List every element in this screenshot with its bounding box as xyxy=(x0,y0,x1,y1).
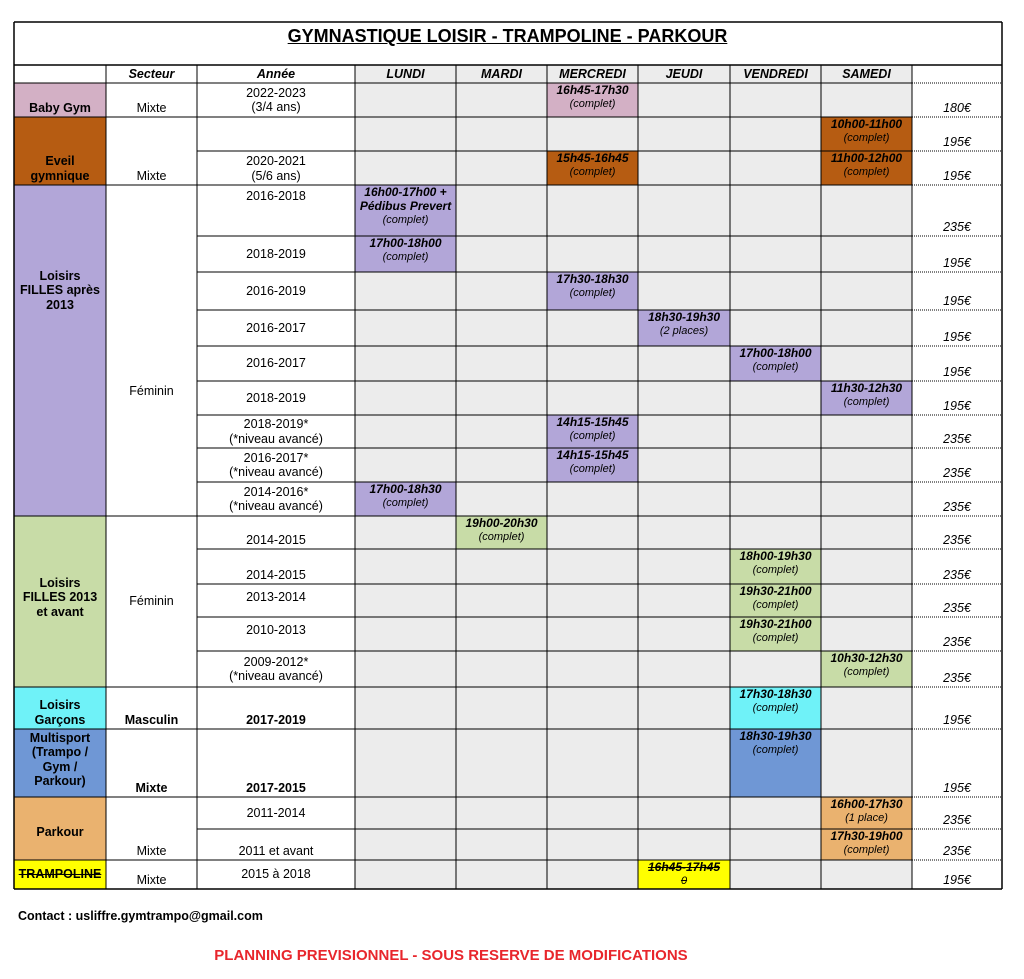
schedule-slot xyxy=(730,549,821,584)
annee-value xyxy=(197,415,355,448)
annee-line: (*niveau avancé) xyxy=(229,465,323,479)
annee-line: 2016-2017* xyxy=(243,450,309,465)
annee-line: 2017-2015 xyxy=(246,780,306,795)
annee-line: (3/4 ans) xyxy=(251,100,301,114)
annee-value xyxy=(197,584,355,617)
slot-note: (complet) xyxy=(569,286,616,299)
price-value: 195€ xyxy=(943,872,971,887)
header-day-mercredi: MERCREDI xyxy=(559,66,626,81)
schedule-slot xyxy=(821,797,912,829)
slot-note: (complet) xyxy=(752,701,799,714)
price-value: 235€ xyxy=(943,499,971,514)
slot-time: 18h00-19h30 xyxy=(739,549,812,563)
annee-line: 2011 et avant xyxy=(238,843,314,858)
annee-line: 2016-2017 xyxy=(246,356,306,371)
price-value: 195€ xyxy=(943,364,971,379)
schedule-slot xyxy=(547,83,638,117)
secteur-value: Mixte xyxy=(136,100,167,115)
price-value: 195€ xyxy=(943,398,971,413)
category-label: Eveil gymnique xyxy=(30,154,90,183)
schedule-slot xyxy=(547,272,638,310)
annee-line: (5/6 ans) xyxy=(251,168,301,183)
schedule-slot xyxy=(638,860,730,889)
annee-value xyxy=(197,117,355,151)
slot-note: 0 xyxy=(680,874,688,887)
slot-note: (complet) xyxy=(752,360,799,373)
category-label: Baby Gym xyxy=(29,100,91,115)
annee-line: (*niveau avancé) xyxy=(229,499,323,513)
secteur-value: Masculin xyxy=(124,712,179,727)
header-day-samedi: SAMEDI xyxy=(842,66,891,81)
annee-value xyxy=(197,482,355,516)
annee-line: (*niveau avancé) xyxy=(229,431,323,446)
contact-line: Contact : usliffre.gymtrampo@gmail.com xyxy=(18,909,263,923)
annee-line: 2022-2023 xyxy=(246,85,306,100)
schedule-slot xyxy=(730,729,821,797)
annee-value xyxy=(197,516,355,549)
annee-line: 2009-2012* xyxy=(243,654,309,669)
annee-value xyxy=(197,860,355,889)
price-value: 235€ xyxy=(943,219,971,234)
annee-line: 2014-2015 xyxy=(246,567,306,582)
annee-value xyxy=(197,236,355,272)
slot-time: 17h00-18h30 xyxy=(369,482,442,496)
annee-value xyxy=(197,797,355,829)
annee-value xyxy=(197,272,355,310)
slot-note: (complet) xyxy=(843,843,890,856)
slot-note: (complet) xyxy=(752,563,799,576)
price-value: 235€ xyxy=(943,567,971,582)
annee-line: 2016-2017 xyxy=(246,320,306,335)
slot-note: (complet) xyxy=(752,598,799,611)
header-day-jeudi: JEUDI xyxy=(665,66,703,81)
disclaimer: PLANNING PREVISIONNEL - SOUS RESERVE DE MODIFICATIONS xyxy=(214,947,688,964)
annee-line: 2014-2015 xyxy=(246,532,306,547)
slot-note: (1 place) xyxy=(845,811,888,824)
annee-line: 2013-2014 xyxy=(246,590,306,604)
annee-value xyxy=(197,346,355,381)
secteur-value: Mixte xyxy=(136,168,167,183)
secteur-value: Féminin xyxy=(129,384,174,398)
category-label: TRAMPOLINE xyxy=(18,867,102,882)
secteur-value: Mixte xyxy=(135,780,168,795)
price-value: 195€ xyxy=(943,329,971,344)
annee-line: 2017-2019 xyxy=(246,712,306,727)
price-value: 235€ xyxy=(943,600,971,615)
category-label: Loisirs FILLES après 2013 xyxy=(20,269,100,312)
annee-value xyxy=(197,549,355,584)
schedule-slot xyxy=(821,829,912,860)
slot-time: 16h45-17h30 xyxy=(556,83,629,97)
slot-note: (complet) xyxy=(569,462,616,475)
price-value: 195€ xyxy=(943,780,971,795)
price-value: 195€ xyxy=(943,134,971,149)
price-value: 195€ xyxy=(943,712,971,727)
price-value: 235€ xyxy=(943,532,971,547)
schedule-slot xyxy=(730,584,821,617)
category-label: Multisport (Trampo / Gym / Parkour) xyxy=(29,731,91,789)
schedule-slot xyxy=(821,651,912,687)
annee-line: 2010-2013 xyxy=(246,623,306,637)
secteur-value: Féminin xyxy=(129,594,174,608)
schedule-slot xyxy=(547,151,638,185)
slot-time: 19h00-20h30 xyxy=(465,516,538,530)
price-value: 235€ xyxy=(943,431,971,446)
schedule-slot xyxy=(355,482,456,516)
header-day-lundi: LUNDI xyxy=(386,66,425,81)
slot-note: (complet) xyxy=(478,530,525,543)
slot-note: (complet) xyxy=(382,213,429,226)
schedule-slot xyxy=(730,617,821,651)
category-label: Loisirs Garçons xyxy=(34,698,86,727)
slot-note: (complet) xyxy=(752,743,799,756)
slot-note: (complet) xyxy=(752,631,799,644)
category-label: Loisirs FILLES 2013 et avant xyxy=(22,576,98,619)
annee-value xyxy=(197,310,355,346)
schedule-slot xyxy=(456,516,547,549)
annee-line: 2011-2014 xyxy=(246,805,306,820)
price-value: 195€ xyxy=(943,168,971,183)
slot-time: 17h30-18h30 xyxy=(556,272,629,286)
slot-time: 10h30-12h30 xyxy=(830,651,903,665)
annee-value xyxy=(197,617,355,651)
slot-note: (complet) xyxy=(843,165,890,178)
slot-time: 11h30-12h30 xyxy=(830,381,903,395)
annee-line: 2015 à 2018 xyxy=(241,867,311,882)
slot-time: 17h00-18h00 xyxy=(369,236,442,250)
slot-note: (complet) xyxy=(843,131,890,144)
price-value: 180€ xyxy=(943,100,971,115)
slot-time: 17h00-18h00 xyxy=(739,346,812,360)
slot-time: 17h30-18h30 xyxy=(739,687,812,701)
schedule-slot xyxy=(638,310,730,346)
slot-note: (complet) xyxy=(569,97,616,110)
annee-line: 2014-2016* xyxy=(243,484,309,499)
annee-value xyxy=(197,83,355,117)
annee-value xyxy=(197,381,355,415)
price-value: 235€ xyxy=(943,465,971,480)
header-secteur: Secteur xyxy=(128,66,175,81)
annee-value xyxy=(197,829,355,860)
schedule-slot xyxy=(821,117,912,151)
annee-line: 2018-2019 xyxy=(246,390,306,405)
slot-time: 14h15-15h45 xyxy=(556,415,629,429)
header-day-vendredi: VENDREDI xyxy=(743,66,808,81)
category-label: Parkour xyxy=(36,825,84,839)
annee-line: 2016-2019 xyxy=(246,283,306,298)
annee-line: (*niveau avancé) xyxy=(229,669,323,683)
annee-value xyxy=(197,185,355,236)
price-value: 235€ xyxy=(943,812,971,827)
schedule-slot xyxy=(355,236,456,272)
price-value: 235€ xyxy=(943,670,971,685)
slot-note: (2 places) xyxy=(659,324,709,337)
annee-line: 2018-2019* xyxy=(243,417,309,432)
slot-time: 15h45-16h45 xyxy=(556,151,629,165)
slot-time: 16h00-17h30 xyxy=(830,797,903,811)
price-value: 235€ xyxy=(943,843,971,858)
slot-note: (complet) xyxy=(382,496,429,509)
slot-time: 14h15-15h45 xyxy=(556,448,629,462)
schedule-slot xyxy=(730,346,821,381)
slot-time: 11h00-12h00 xyxy=(830,151,903,165)
annee-value xyxy=(197,151,355,185)
secteur-value: Mixte xyxy=(136,843,167,858)
annee-value xyxy=(197,729,355,797)
annee-line: 2016-2018 xyxy=(246,189,306,203)
slot-time: 16h45-17h45 xyxy=(647,860,721,874)
schedule-slot xyxy=(355,185,456,236)
header-annee: Année xyxy=(256,66,296,81)
slot-note: (complet) xyxy=(569,165,616,178)
slot-note: (complet) xyxy=(382,250,429,263)
slot-time: 18h30-19h30 xyxy=(647,310,721,324)
slot-note: (complet) xyxy=(843,395,890,408)
secteur-value: Mixte xyxy=(136,872,167,887)
slot-note: (complet) xyxy=(843,665,890,678)
page-title: GYMNASTIQUE LOISIR - TRAMPOLINE - PARKOUR xyxy=(287,25,728,46)
annee-value xyxy=(197,687,355,729)
slot-time: Pédibus Prevert xyxy=(359,198,452,213)
slot-time: 19h30-21h00 xyxy=(739,617,812,631)
schedule-slot xyxy=(547,415,638,448)
schedule-slot xyxy=(730,687,821,729)
slot-time: 16h00-17h00 + xyxy=(364,185,447,199)
schedule-slot xyxy=(821,151,912,185)
annee-line: 2020-2021 xyxy=(246,154,306,169)
price-value: 195€ xyxy=(943,255,971,270)
slot-time: 10h00-11h00 xyxy=(830,117,903,131)
annee-line: 2018-2019 xyxy=(246,246,306,261)
schedule-slot xyxy=(821,381,912,415)
header-day-mardi: MARDI xyxy=(481,66,522,81)
price-value: 195€ xyxy=(943,293,971,308)
annee-value xyxy=(197,651,355,687)
annee-value xyxy=(197,448,355,482)
slot-note: (complet) xyxy=(569,429,616,442)
schedule-slot xyxy=(547,448,638,482)
slot-time: 18h30-19h30 xyxy=(739,729,812,743)
slot-time: 17h30-19h00 xyxy=(830,829,903,843)
slot-time: 19h30-21h00 xyxy=(739,584,812,598)
price-value: 235€ xyxy=(943,634,971,649)
